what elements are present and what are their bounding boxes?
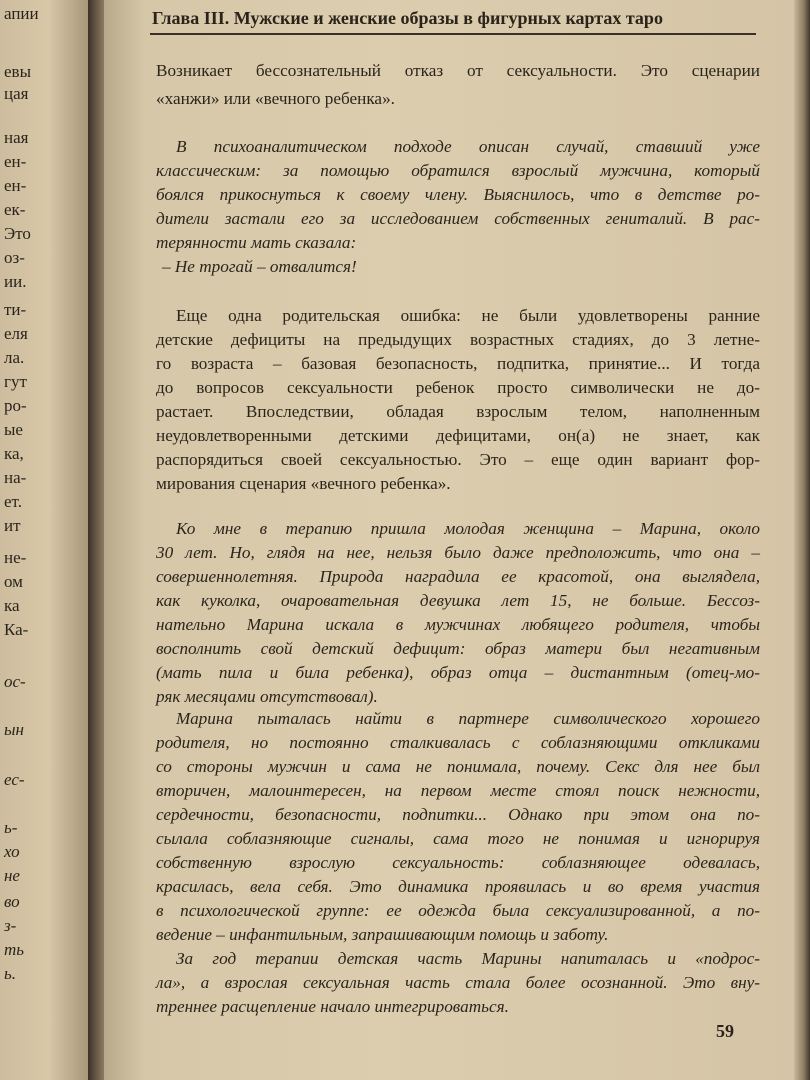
left-page-fragment: ь- xyxy=(4,818,18,837)
left-page-fragment: ен- xyxy=(4,176,27,195)
text-line: боялся прикоснуться к своему члену. Выяснилось, что в детстве ро- xyxy=(156,185,760,204)
page-number: 59 xyxy=(716,1021,734,1041)
running-head: Глава III. Мужские и женские образы в фигурных картах таро xyxy=(152,8,663,28)
text-line: как куколка, очаровательная девушка лет 15, не больше. Бессоз- xyxy=(156,591,760,610)
left-page-fragment: ын xyxy=(4,720,24,739)
text-line: (мать пила и била ребенка), образ отца – дистантным (отец-мо- xyxy=(156,663,760,682)
text-line: Ко мне в терапию пришла молодая женщина – Марина, около xyxy=(176,519,760,538)
left-page-fragment: з- xyxy=(4,916,17,935)
text-line: родителя, но постоянно сталкивалась с соблазняющими откликами xyxy=(156,733,760,752)
text-line: го возраста – базовая безопасность, подпитка, принятие... И тогда xyxy=(156,354,760,373)
left-page-fragment: ен- xyxy=(4,152,27,171)
book-gutter xyxy=(88,0,104,1080)
page-edge xyxy=(794,0,810,1080)
left-page-fragment: ро- xyxy=(4,396,27,415)
text-line: Возникает бессознательный отказ от сексуальности. Это сценарии xyxy=(156,61,760,80)
text-line: терянности мать сказала: xyxy=(156,233,357,252)
left-page-fragment: не- xyxy=(4,548,27,567)
left-page-fragment: ит xyxy=(4,516,21,535)
text-line: со стороны мужчин и сама не понимала, почему. Секс для нее был xyxy=(156,757,760,776)
left-page-fragment: гут xyxy=(4,372,27,391)
text-line: детские дефициты на предыдущих возрастных стадиях, до 3 летне- xyxy=(156,330,760,349)
left-page-fragment: ть xyxy=(4,940,25,959)
left-page-fragment: цая xyxy=(4,84,29,103)
text-line: – Не трогай – отвалится! xyxy=(162,257,357,276)
text-line: За год терапии детская часть Марины напиталась и «подрос- xyxy=(176,949,760,968)
text-line: Еще одна родительская ошибка: не были удовлетворены ранние xyxy=(176,306,760,325)
left-page-fragment: ос- xyxy=(4,672,26,691)
left-page-fragment: ная xyxy=(4,128,29,147)
text-line: неудовлетворенными детскими дефицитами, он(а) не знает, как xyxy=(156,426,760,445)
left-page-fragment: ет. xyxy=(4,492,22,511)
left-page-fragment: апии xyxy=(4,4,39,23)
left-page-fragment: еля xyxy=(4,324,28,343)
left-page-fragment: ые xyxy=(4,420,23,439)
text-line: «ханжи» или «вечного ребенка». xyxy=(156,89,395,108)
text-line: ряк месяцами отсутствовал). xyxy=(156,687,378,706)
text-line: треннее расщепление начало интегрироваться. xyxy=(156,997,509,1016)
text-line: совершеннолетняя. Природа наградила ее красотой, она выглядела, xyxy=(156,567,760,586)
text-line: классическим: за помощью обратился взрослый мужчина, который xyxy=(156,161,760,180)
text-line: 30 лет. Но, глядя на нее, нельзя было даже предположить, что она – xyxy=(156,543,760,562)
text-line: ла», а взрослая сексуальная часть стала более осознанной. Это вну- xyxy=(156,973,760,992)
left-page-fragment: ка, xyxy=(4,444,24,463)
left-page-fragment: Это xyxy=(4,224,31,243)
book-page xyxy=(104,0,794,1080)
text-line: В психоаналитическом подходе описан случай, ставший уже xyxy=(176,137,760,156)
left-page-fragment: ла. xyxy=(4,348,25,367)
left-page-fragment: Ка- xyxy=(4,620,29,639)
text-line: растает. Впоследствии, обладая взрослым телом, наполненным xyxy=(156,402,760,421)
left-page-fragment: ес- xyxy=(4,770,25,789)
text-line: красилась, вела себя. Это динамика проявилась и во время участия xyxy=(156,877,760,896)
header-rule xyxy=(150,33,756,35)
left-page-fragment: оз- xyxy=(4,248,25,267)
text-line: распорядиться своей сексуальностью. Это – еще один вариант фор- xyxy=(156,450,760,469)
text-line: ведение – инфантильным, запрашивающим помощь и заботу. xyxy=(156,925,609,944)
text-line: в психологической группе: ее одежда была сексуализированной, а по- xyxy=(156,901,760,920)
left-page-fragment: ти- xyxy=(4,300,27,319)
text-line: Марина пыталась найти в партнере символического хорошего xyxy=(176,709,760,728)
left-page-fragment: ь. xyxy=(4,964,16,983)
text-line: до вопросов сексуальности ребенок просто символически не до- xyxy=(156,378,760,397)
left-page-fragment: ка xyxy=(4,596,20,615)
left-page-fragment: ом xyxy=(4,572,23,591)
text-line: нательно Марина искала в мужчинах любящего родителя, чтобы xyxy=(156,615,760,634)
left-page-fragment: ии. xyxy=(4,272,27,291)
left-page-fragment: на- xyxy=(4,468,27,487)
left-page-fragment: не xyxy=(4,866,20,885)
text-line: вторичен, малоинтересен, на первом месте стоял поиск нежности, xyxy=(156,781,760,800)
text-line: восполнить свой детский дефицит: образ матери был негативным xyxy=(156,639,760,658)
text-line: сердечности, безопасности, подпитки... Однако при этом она по- xyxy=(156,805,760,824)
left-page-fragment: хо xyxy=(4,842,20,861)
text-line: собственную взрослую сексуальность: соблазняющее одевалась, xyxy=(156,853,760,872)
left-page xyxy=(0,0,88,1080)
left-page-fragment: во xyxy=(4,892,20,911)
left-page-fragment: ек- xyxy=(4,200,26,219)
text-line: дители застали его за исследованием собственных гениталий. В рас- xyxy=(156,209,760,228)
left-page-fragment: евы xyxy=(4,62,31,81)
text-line: мирования сценария «вечного ребенка». xyxy=(156,474,451,493)
text-line: сылала соблазняющие сигналы, сама того не понимая и игнорируя xyxy=(156,829,760,848)
